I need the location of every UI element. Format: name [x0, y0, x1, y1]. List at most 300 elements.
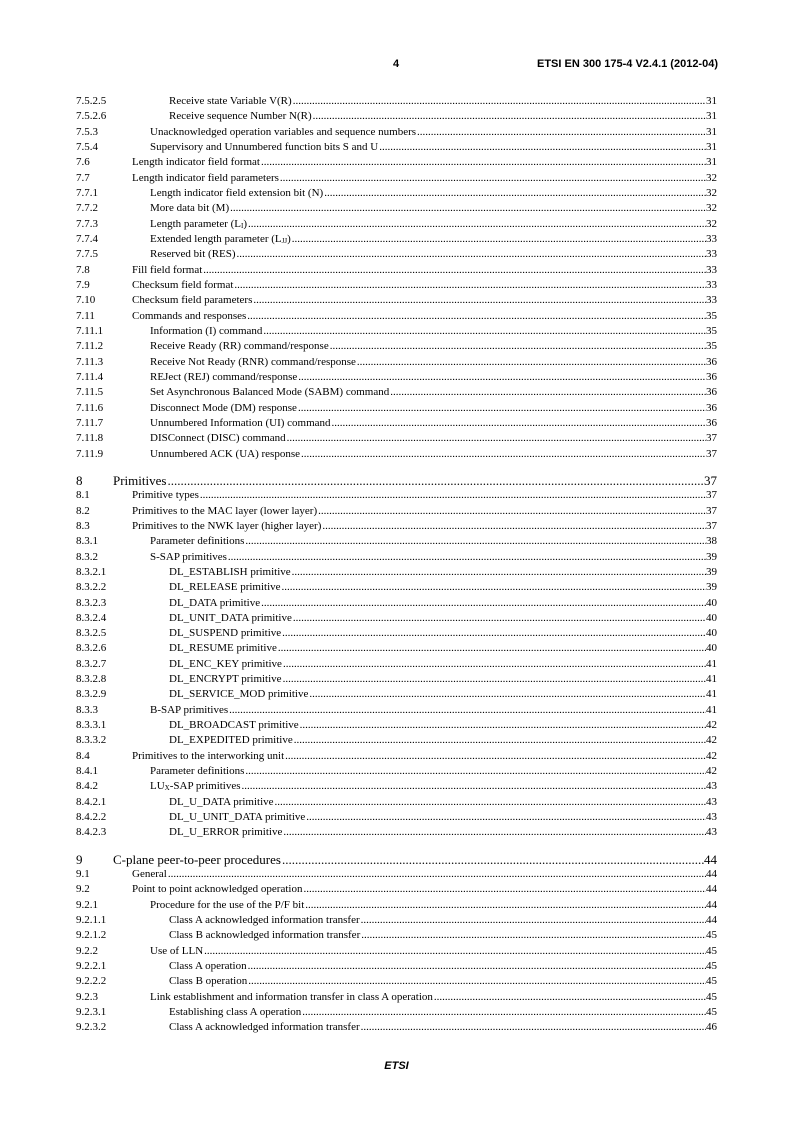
toc-entry-number: 9.1 [76, 868, 90, 881]
toc-leader-dots [261, 596, 706, 611]
toc-entry-title: Parameter definitions [150, 534, 245, 549]
toc-entry[interactable] [76, 534, 717, 549]
toc-entry[interactable] [76, 309, 717, 324]
toc-entry[interactable] [76, 473, 717, 488]
toc-entry-subscript: JJ [281, 236, 288, 245]
toc-entry-number: 8.4.2.2 [76, 811, 107, 824]
toc-entry-page: 39 [706, 550, 717, 565]
toc-leader-dots [298, 401, 706, 416]
header-document-title: ETSI EN 300 175-4 V2.4.1 (2012-04) [537, 58, 718, 70]
toc-entry-title: Receive Ready (RR) command/response [150, 339, 330, 354]
toc-entry[interactable] [76, 703, 717, 718]
toc-entry-title: Unnumbered Information (UI) command [150, 416, 332, 431]
toc-entry-title: Set Asynchronous Balanced Mode (SABM) command [150, 385, 390, 400]
toc-entry-page: 31 [706, 125, 717, 140]
toc-leader-dots [245, 764, 706, 779]
toc-entry-title: B-SAP primitives [150, 703, 229, 718]
toc-leader-dots [303, 882, 706, 897]
toc-entry-page: 31 [706, 109, 717, 124]
toc-entry-title: Link establishment and information transfer in class A operation [150, 990, 434, 1005]
toc-entry[interactable] [76, 355, 717, 370]
toc-entry[interactable] [76, 247, 717, 262]
toc-entry-title: Length parameter $(L_I)$ [150, 217, 248, 232]
toc-entry-number: 8.3.3.2 [76, 734, 107, 747]
toc-entry[interactable] [76, 990, 717, 1005]
toc-entry[interactable] [76, 278, 717, 293]
toc-leader-dots [293, 94, 706, 109]
toc-entry-number: 8.1 [76, 489, 90, 502]
toc-entry-number: 7.11.2 [76, 340, 104, 353]
toc-entry[interactable] [76, 657, 717, 672]
toc-entry-title: DL_U_ERROR primitive [169, 825, 283, 840]
toc-entry-number: 7.11.4 [76, 370, 104, 383]
toc-entry-page: 33 [706, 293, 717, 308]
toc-entry[interactable] [76, 201, 717, 216]
toc-entry[interactable] [76, 867, 717, 882]
toc-entry[interactable] [76, 596, 717, 611]
toc-entry-page: 46 [706, 1020, 717, 1035]
toc-entry-number: 8.3.2.3 [76, 596, 107, 609]
toc-leader-dots [278, 641, 706, 656]
toc-leader-dots [417, 125, 706, 140]
toc-entry[interactable] [76, 109, 717, 124]
toc-entry[interactable] [76, 504, 717, 519]
toc-entry-number: 7.9 [76, 278, 90, 291]
toc-entry-title: DL_U_UNIT_DATA primitive [169, 810, 306, 825]
toc-entry-page: 37 [706, 504, 717, 519]
toc-entry-title: Receive sequence Number N(R) [169, 109, 313, 124]
toc-entry-page: 37 [706, 519, 717, 534]
toc-entry-page: 36 [706, 355, 717, 370]
toc-entry-title: Parameter definitions [150, 764, 245, 779]
toc-entry-title: Checksum field parameters [132, 293, 253, 308]
toc-leader-dots [168, 867, 706, 882]
toc-leader-dots [275, 795, 706, 810]
toc-leader-dots [301, 447, 706, 462]
toc-entry-number: 7.6 [76, 156, 90, 169]
toc-leader-dots [298, 370, 706, 385]
toc-entry-number: 7.5.2.5 [76, 95, 107, 107]
table-of-contents [76, 94, 717, 1036]
toc-entry-page: 40 [706, 596, 717, 611]
toc-entry-page: 42 [706, 733, 717, 748]
toc-entry-number: 7.11.9 [76, 447, 104, 460]
toc-entry[interactable] [76, 140, 717, 155]
toc-entry-page: 43 [706, 779, 717, 794]
toc-entry-number: 8.3.2.2 [76, 581, 107, 594]
toc-leader-dots [287, 431, 706, 446]
toc-leader-dots [361, 913, 706, 928]
toc-leader-dots [293, 611, 706, 626]
toc-entry-page: 33 [706, 247, 717, 262]
toc-entry-number: 7.5.4 [76, 140, 98, 153]
toc-entry[interactable] [76, 749, 717, 764]
toc-entry-title: Class A acknowledged information transfer [169, 1020, 361, 1035]
toc-entry[interactable] [76, 550, 717, 565]
toc-entry-number: 8.3.2.1 [76, 565, 107, 578]
toc-entry[interactable] [76, 718, 717, 733]
toc-entry[interactable] [76, 186, 717, 201]
toc-leader-dots [282, 580, 706, 595]
toc-entry[interactable] [76, 611, 717, 626]
toc-entry[interactable] [76, 626, 717, 641]
toc-leader-dots [306, 810, 706, 825]
toc-entry-number: 7.7.2 [76, 202, 98, 215]
toc-entry-title: Primitives to the NWK layer (higher layer) [132, 519, 322, 534]
toc-entry-number: 7.8 [76, 263, 90, 276]
toc-entry-title: Reserved bit (RES) [150, 247, 237, 262]
toc-entry-number: 9.2.3 [76, 990, 98, 1003]
toc-entry-page: 36 [706, 416, 717, 431]
toc-entry-number: 7.11.6 [76, 401, 104, 414]
toc-entry-page: 35 [706, 309, 717, 324]
toc-entry-title: DL_BROADCAST primitive [169, 718, 300, 733]
toc-entry-page: 38 [706, 534, 717, 549]
toc-entry-page: 43 [706, 795, 717, 810]
toc-entry-title: $LU_X$-SAP primitives [150, 779, 242, 794]
toc-entry-title: More data bit (M) [150, 201, 230, 216]
toc-entry-page: 32 [706, 217, 717, 232]
toc-entry-page: 45 [706, 990, 717, 1005]
toc-entry-page: 41 [706, 657, 717, 672]
toc-entry-number: 8.3.2 [76, 550, 98, 563]
toc-leader-dots [322, 519, 706, 534]
toc-entry-page: 37 [706, 431, 717, 446]
toc-entry[interactable] [76, 641, 717, 656]
toc-entry-title: Length indicator field format [132, 155, 261, 170]
toc-entry-number: 7.7.1 [76, 186, 98, 199]
toc-entry[interactable] [76, 779, 717, 794]
toc-entry-number: 7.11.1 [76, 324, 104, 337]
toc-entry-title: DL_UNIT_DATA primitive [169, 611, 293, 626]
toc-entry-title: Primitive types [132, 488, 200, 503]
toc-leader-dots [203, 263, 706, 278]
header-page-number: 4 [393, 58, 400, 70]
toc-entry-number: 8.4.2 [76, 780, 98, 793]
toc-leader-dots [234, 278, 706, 293]
toc-entry[interactable] [76, 974, 717, 989]
toc-leader-dots [330, 339, 706, 354]
toc-leader-dots [237, 247, 706, 262]
toc-entry[interactable] [76, 580, 717, 595]
toc-entry[interactable] [76, 825, 717, 840]
toc-entry-page: 44 [706, 913, 717, 928]
toc-leader-dots [167, 473, 704, 488]
toc-entry-title: Unacknowledged operation variables and sequence numbers [150, 125, 417, 140]
toc-leader-dots [248, 217, 706, 232]
toc-entry-page: 35 [706, 324, 717, 339]
toc-entry-number: 7.7.4 [76, 232, 98, 245]
toc-entry[interactable] [76, 385, 717, 400]
toc-leader-dots [434, 990, 706, 1005]
toc-entry-title: Class B acknowledged information transfer [169, 928, 361, 943]
toc-entry-number: 9.2.1.1 [76, 914, 107, 927]
toc-entry-title: C-plane peer-to-peer procedures [113, 851, 281, 867]
toc-leader-dots [309, 687, 706, 702]
toc-entry-title: Receive state Variable V(R) [169, 94, 293, 109]
toc-entry-number: 8.3.3.1 [76, 719, 107, 732]
toc-entry[interactable] [76, 764, 717, 779]
toc-entry[interactable] [76, 1005, 717, 1020]
toc-entry-number: 7.7.3 [76, 217, 98, 230]
toc-entry[interactable] [76, 959, 717, 974]
toc-entry-number: 9 [76, 851, 83, 867]
toc-entry[interactable] [76, 416, 717, 431]
toc-entry-title: DL_ESTABLISH primitive [169, 565, 292, 580]
toc-entry-page: 40 [706, 641, 717, 656]
toc-entry-page: 35 [706, 339, 717, 354]
toc-entry-title: REJect (REJ) command/response [150, 370, 298, 385]
toc-entry-number: 8.3.2.4 [76, 611, 107, 624]
toc-entry[interactable] [76, 94, 717, 109]
toc-entry[interactable] [76, 447, 717, 462]
toc-leader-dots [283, 825, 706, 840]
toc-leader-dots [357, 355, 706, 370]
toc-entry-page: 31 [706, 140, 717, 155]
toc-entry-page: 44 [704, 851, 717, 867]
toc-entry-number: 8.3.2.5 [76, 627, 107, 640]
toc-entry[interactable] [76, 232, 717, 247]
toc-entry-title: DL_RESUME primitive [169, 641, 278, 656]
toc-entry-title: DL_U_DATA primitive [169, 795, 275, 810]
toc-leader-dots [247, 309, 706, 324]
toc-entry-number: 9.2.2.1 [76, 960, 107, 973]
toc-entry-page: 45 [706, 959, 717, 974]
toc-entry-title: DL_ENCRYPT primitive [169, 672, 283, 687]
toc-entry[interactable] [76, 324, 717, 339]
toc-leader-dots [302, 1005, 706, 1020]
toc-entry-number: 9.2.3.1 [76, 1006, 107, 1019]
toc-entry[interactable] [76, 125, 717, 140]
toc-entry[interactable] [76, 852, 717, 867]
toc-entry[interactable] [76, 1020, 717, 1035]
toc-entry[interactable] [76, 928, 717, 943]
toc-entry-number: 7.11.5 [76, 386, 104, 399]
toc-entry[interactable] [76, 401, 717, 416]
toc-entry-page: 45 [706, 974, 717, 989]
toc-leader-dots [332, 416, 706, 431]
toc-entry-page: 42 [706, 764, 717, 779]
toc-entry[interactable] [76, 370, 717, 385]
toc-entry-page: 41 [706, 703, 717, 718]
toc-entry-number: 7.11.7 [76, 416, 104, 429]
toc-entry-title: Class A operation [169, 959, 248, 974]
toc-entry-number: 8.3.2.6 [76, 642, 107, 655]
toc-leader-dots [282, 852, 704, 867]
toc-entry[interactable] [76, 431, 717, 446]
toc-entry-page: 43 [706, 825, 717, 840]
toc-leader-dots [248, 959, 706, 974]
toc-entry-number: 9.2 [76, 883, 90, 896]
toc-entry-number: 7.11.8 [76, 432, 104, 445]
toc-leader-dots [285, 749, 706, 764]
toc-entry-page: 33 [706, 278, 717, 293]
toc-leader-dots [283, 672, 706, 687]
toc-entry-page: 43 [706, 810, 717, 825]
toc-entry[interactable] [76, 171, 717, 186]
toc-entry[interactable] [76, 488, 717, 503]
footer-etsi: ETSI [384, 1060, 409, 1072]
toc-entry-page: 40 [706, 626, 717, 641]
toc-entry-number: 8.2 [76, 504, 90, 517]
toc-entry-title: Commands and responses [132, 309, 247, 324]
toc-entry-title: DL_DATA primitive [169, 596, 261, 611]
toc-leader-dots [292, 565, 706, 580]
toc-leader-dots [200, 488, 706, 503]
toc-entry-page: 32 [706, 171, 717, 186]
toc-entry-number: 7.7 [76, 171, 90, 184]
toc-entry[interactable] [76, 263, 717, 278]
toc-entry-number: 7.7.5 [76, 248, 98, 261]
toc-leader-dots [361, 928, 706, 943]
toc-leader-dots [318, 504, 706, 519]
toc-leader-dots [263, 324, 706, 339]
toc-leader-dots [390, 385, 706, 400]
toc-entry-page: 45 [706, 944, 717, 959]
toc-entry-title: DL_SUSPEND primitive [169, 626, 282, 641]
toc-leader-dots [361, 1020, 706, 1035]
toc-entry-title: Class A acknowledged information transfer [169, 913, 361, 928]
toc-entry-title: Disconnect Mode (DM) response [150, 401, 298, 416]
toc-leader-dots [204, 944, 706, 959]
toc-entry-title: Primitives to the interworking unit [132, 749, 285, 764]
toc-entry[interactable] [76, 519, 717, 534]
toc-entry-page: 45 [706, 1005, 717, 1020]
toc-entry[interactable] [76, 217, 717, 232]
toc-leader-dots [282, 626, 706, 641]
toc-entry-title: DL_RELEASE primitive [169, 580, 282, 595]
toc-entry-title: Fill field format [132, 263, 203, 278]
toc-entry[interactable] [76, 733, 717, 748]
toc-entry-page: 37 [706, 488, 717, 503]
toc-entry-number: 7.5.3 [76, 125, 98, 138]
toc-leader-dots [300, 718, 706, 733]
toc-entry-title: Class B operation [169, 974, 248, 989]
toc-entry-number: 9.2.2 [76, 944, 98, 957]
toc-entry-title: Receive Not Ready (RNR) command/response [150, 355, 357, 370]
toc-leader-dots [229, 703, 706, 718]
toc-entry-number: 8.3 [76, 519, 90, 532]
toc-entry[interactable] [76, 565, 717, 580]
toc-entry-title: DISConnect (DISC) command [150, 431, 287, 446]
toc-leader-dots [228, 550, 706, 565]
toc-entry-subscript: X [164, 784, 170, 793]
toc-entry-page: 44 [706, 882, 717, 897]
toc-entry-title: Procedure for the use of the P/F bit [150, 898, 305, 913]
toc-entry-page: 32 [706, 186, 717, 201]
toc-entry-title: Establishing class A operation [169, 1005, 302, 1020]
toc-entry-title: DL_EXPEDITED primitive [169, 733, 294, 748]
toc-entry-title: Length indicator field extension bit (N) [150, 186, 324, 201]
toc-entry[interactable] [76, 293, 717, 308]
toc-entry-title: DL_SERVICE_MOD primitive [169, 687, 309, 702]
toc-entry-page: 36 [706, 401, 717, 416]
toc-entry-page: 45 [706, 928, 717, 943]
toc-leader-dots [253, 293, 706, 308]
toc-entry-page: 39 [706, 565, 717, 580]
toc-entry-number: 7.5.2.6 [76, 110, 107, 123]
toc-entry-number: 9.2.1.2 [76, 929, 107, 942]
toc-entry-page: 31 [706, 94, 717, 109]
toc-entry-number: 8.3.2.9 [76, 688, 107, 701]
toc-entry-number: 8.3.2.7 [76, 657, 107, 670]
toc-entry-page: 40 [706, 611, 717, 626]
toc-entry-page: 37 [706, 447, 717, 462]
toc-entry-title: Use of LLN [150, 944, 204, 959]
toc-entry[interactable] [76, 913, 717, 928]
toc-entry-page: 42 [706, 718, 717, 733]
toc-entry-number: 8 [76, 472, 83, 488]
toc-entry-number: 7.10 [76, 294, 96, 307]
toc-entry[interactable] [76, 155, 717, 170]
toc-leader-dots [261, 155, 706, 170]
toc-entry-number: 7.11.3 [76, 355, 104, 368]
toc-entry-title: General [132, 867, 168, 882]
toc-entry-title: Unnumbered ACK (UA) response [150, 447, 301, 462]
toc-entry-page: 36 [706, 370, 717, 385]
toc-entry-title: Checksum field format [132, 278, 234, 293]
toc-entry-page: 32 [706, 201, 717, 216]
toc-entry[interactable] [76, 944, 717, 959]
toc-entry-page: 37 [704, 472, 717, 488]
toc-entry-title: Information (I) command [150, 324, 263, 339]
toc-entry-subscript: I [241, 221, 244, 230]
toc-entry-number: 8.3.1 [76, 535, 98, 548]
toc-entry[interactable] [76, 810, 717, 825]
toc-entry[interactable] [76, 795, 717, 810]
toc-entry-title: Primitives to the MAC layer (lower layer) [132, 504, 318, 519]
toc-entry-number: 8.4.2.3 [76, 826, 107, 839]
toc-entry[interactable] [76, 882, 717, 897]
toc-leader-dots [324, 186, 706, 201]
toc-leader-dots [242, 779, 706, 794]
toc-entry-page: 31 [706, 155, 717, 170]
toc-entry-page: 33 [706, 263, 717, 278]
toc-entry-page: 41 [706, 672, 717, 687]
toc-entry-page: 36 [706, 385, 717, 400]
toc-entry[interactable] [76, 898, 717, 913]
toc-entry-number: 8.3.3 [76, 703, 98, 716]
toc-entry-number: 7.11 [76, 309, 95, 322]
toc-entry[interactable] [76, 672, 717, 687]
toc-entry-number: 8.4 [76, 749, 90, 762]
toc-leader-dots [294, 733, 706, 748]
toc-entry-number: 9.2.3.2 [76, 1021, 107, 1034]
toc-leader-dots [379, 140, 706, 155]
toc-entry[interactable] [76, 687, 717, 702]
toc-leader-dots [248, 974, 706, 989]
toc-entry-title: Extended length parameter $(L_{JJ})$ [150, 232, 292, 247]
toc-entry-number: 9.2.1 [76, 898, 98, 911]
toc-entry-page: 39 [706, 580, 717, 595]
toc-entry-title: S-SAP primitives [150, 550, 228, 565]
toc-entry-title: DL_ENC_KEY primitive [169, 657, 283, 672]
toc-entry[interactable] [76, 339, 717, 354]
toc-leader-dots [313, 109, 706, 124]
toc-entry-title: Primitives [113, 472, 167, 488]
toc-leader-dots [305, 898, 706, 913]
toc-entry-number: 8.4.2.1 [76, 795, 107, 808]
toc-leader-dots [292, 232, 706, 247]
toc-leader-dots [230, 201, 706, 216]
toc-leader-dots [245, 534, 706, 549]
toc-entry-title: Length indicator field parameters [132, 171, 280, 186]
toc-entry-number: 9.2.2.2 [76, 975, 107, 988]
toc-entry-title: Point to point acknowledged operation [132, 882, 303, 897]
toc-leader-dots [280, 171, 706, 186]
toc-entry-page: 44 [706, 867, 717, 882]
toc-entry-page: 44 [706, 898, 717, 913]
